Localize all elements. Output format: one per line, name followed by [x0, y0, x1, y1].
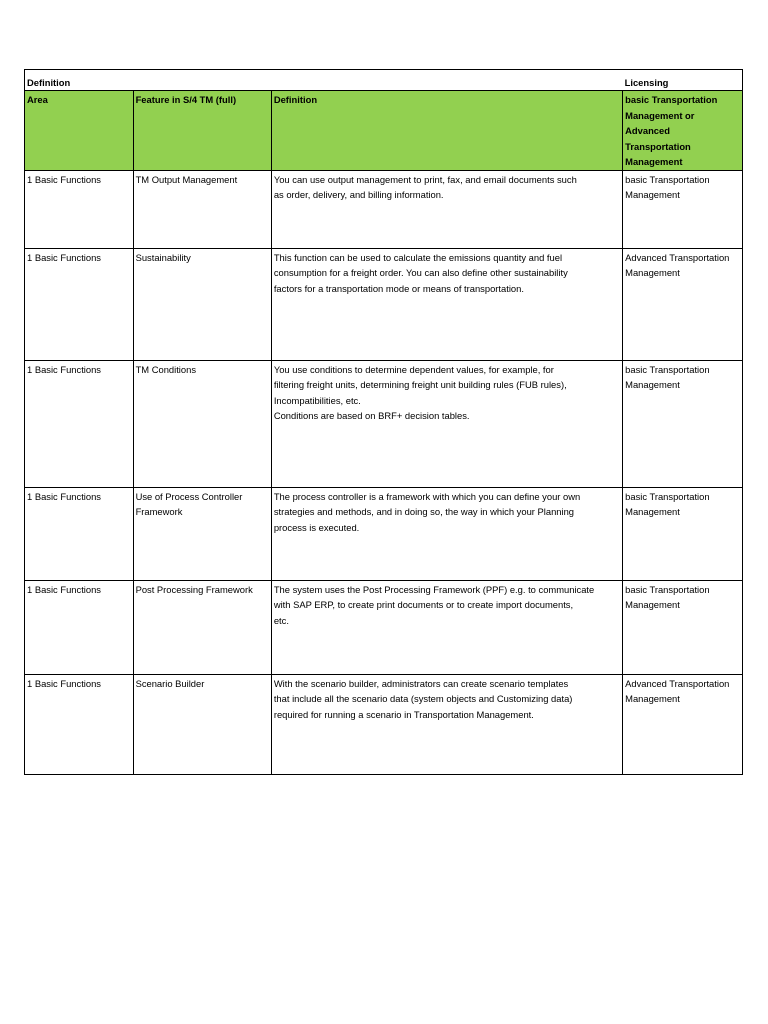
- cell-definition-line: strategies and methods, and in doing so, the way in which your Planning: [273, 506, 575, 517]
- cell-definition-line: The process controller is a framework with which you can define your own: [273, 490, 581, 502]
- cell-area: 1 Basic Functions: [25, 248, 134, 360]
- column-header-licensing-line: Management or: [625, 109, 695, 121]
- cell-licensing-line: Management: [625, 599, 680, 610]
- cell-licensing-line: Management: [625, 506, 680, 517]
- cell-licensing-line: basic Transportation: [625, 583, 710, 595]
- cell-definition-line: You can use output management to print, fax, and email documents such: [273, 173, 577, 185]
- table-row: [25, 674, 743, 774]
- cell-area: 1 Basic Functions: [25, 360, 134, 487]
- cell-definition-line: etc.: [273, 614, 289, 626]
- column-header-licensing-line: Management: [625, 156, 683, 167]
- cell-definition: [271, 360, 622, 487]
- feature-licensing-table: [24, 69, 743, 775]
- cell-definition: [271, 580, 622, 674]
- column-header-definition: Definition: [271, 91, 622, 171]
- cell-definition-line: This function can be used to calculate the emissions quantity and fuel: [273, 251, 563, 263]
- cell-definition-line: filtering freight units, determining freight unit building rules (FUB rules),: [273, 379, 567, 390]
- cell-licensing-line: Management: [625, 189, 680, 200]
- cell-feature: [133, 248, 271, 360]
- cell-area: 1 Basic Functions: [25, 674, 134, 774]
- cell-feature-line: Post Processing Framework: [135, 583, 253, 595]
- cell-definition-line: consumption for a freight order. You can also define other sustainability: [273, 267, 568, 278]
- cell-definition-line: Incompatibilities, etc.: [273, 394, 361, 406]
- cell-feature: [133, 580, 271, 674]
- cell-definition: [271, 248, 622, 360]
- cell-licensing-line: Advanced Transportation: [625, 677, 730, 689]
- cell-licensing-line: Advanced Transportation: [625, 251, 730, 263]
- cell-definition: [271, 170, 622, 248]
- cell-licensing: [623, 674, 743, 774]
- cell-licensing: [623, 170, 743, 248]
- column-header-feature: Feature in S/4 TM (full): [133, 91, 271, 171]
- cell-definition-line: Conditions are based on BRF+ decision tables.: [273, 410, 470, 421]
- cell-feature-line: Scenario Builder: [135, 677, 205, 689]
- super-header-row: [25, 70, 743, 91]
- cell-definition-line: With the scenario builder, administrators can create scenario templates: [273, 677, 569, 689]
- cell-definition: [271, 674, 622, 774]
- cell-area: 1 Basic Functions: [25, 580, 134, 674]
- cell-definition-line: required for running a scenario in Transportation Management.: [273, 708, 534, 720]
- cell-definition-line: factors for a transportation mode or means of transportation.: [273, 282, 524, 294]
- cell-definition-line: that include all the scenario data (system objects and Customizing data): [273, 693, 573, 704]
- cell-definition-line: with SAP ERP, to create print documents or to create import documents,: [273, 599, 574, 610]
- cell-feature-line: Use of Process Controller: [135, 490, 243, 502]
- cell-feature-line: TM Output Management: [135, 173, 238, 185]
- column-header-licensing-line: Advanced: [625, 125, 670, 136]
- table-row: [25, 487, 743, 580]
- cell-licensing-line: Management: [625, 693, 680, 704]
- column-header-row: [25, 91, 743, 171]
- cell-feature-line: TM Conditions: [135, 363, 197, 375]
- column-header-licensing-line: basic Transportation: [625, 94, 718, 105]
- cell-definition: [271, 487, 622, 580]
- super-header-blank: [271, 70, 622, 91]
- cell-definition-line: as order, delivery, and billing information.: [273, 189, 444, 200]
- cell-feature: [133, 360, 271, 487]
- table-row: [25, 580, 743, 674]
- cell-licensing: [623, 248, 743, 360]
- cell-licensing: [623, 487, 743, 580]
- cell-licensing-line: Management: [625, 267, 680, 278]
- cell-definition-line: process is executed.: [273, 521, 360, 533]
- cell-feature: [133, 674, 271, 774]
- super-header-definition: Definition: [25, 70, 134, 91]
- cell-licensing-line: basic Transportation: [625, 363, 710, 375]
- cell-feature-line: Framework: [135, 506, 183, 517]
- cell-area: 1 Basic Functions: [25, 487, 134, 580]
- table-row: [25, 248, 743, 360]
- cell-licensing-line: basic Transportation: [625, 490, 710, 502]
- cell-feature-line: Sustainability: [135, 251, 191, 263]
- super-header-blank: [133, 70, 271, 91]
- table-row: [25, 170, 743, 248]
- cell-licensing-line: basic Transportation: [625, 173, 710, 185]
- table-row: [25, 360, 743, 487]
- cell-licensing: [623, 360, 743, 487]
- cell-feature: [133, 487, 271, 580]
- cell-licensing: [623, 580, 743, 674]
- column-header-licensing-line: Transportation: [625, 140, 691, 152]
- cell-feature: [133, 170, 271, 248]
- column-header-area: Area: [25, 91, 134, 171]
- cell-definition-line: You use conditions to determine dependent values, for example, for: [273, 363, 554, 375]
- cell-area: 1 Basic Functions: [25, 170, 134, 248]
- super-header-licensing: Licensing: [623, 70, 743, 91]
- column-header-licensing: [623, 91, 743, 171]
- cell-licensing-line: Management: [625, 379, 680, 390]
- cell-definition-line: The system uses the Post Processing Framework (PPF) e.g. to communicate: [273, 583, 595, 595]
